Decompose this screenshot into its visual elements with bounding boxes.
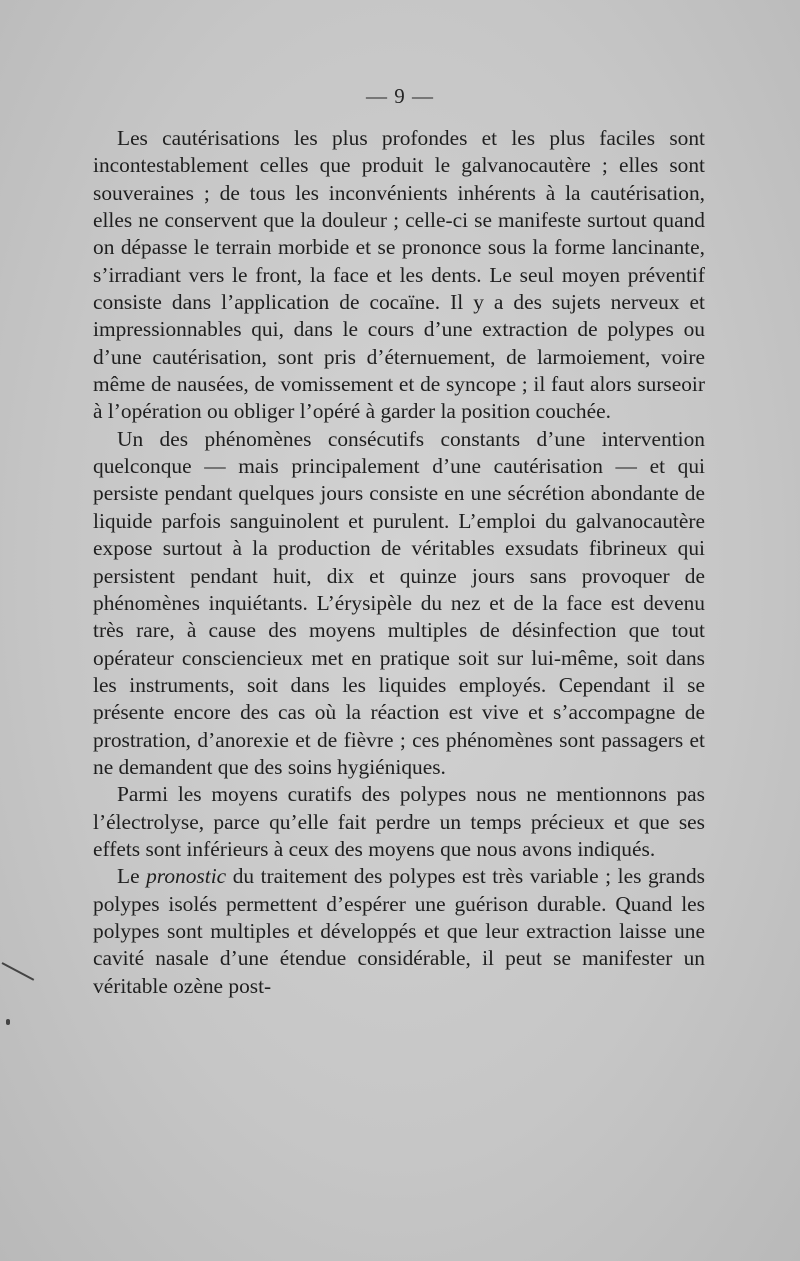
paragraph-pronostic [93,863,705,1000]
body-text [93,125,705,1000]
page-number: — 9 — [366,84,434,108]
paragraph-cauterisations: Les cautérisations les plus profondes et les plus faciles sont incontestablement celles que produit le galvanocautère ; elles sont souveraines ; de tous les inconvénients inhérents à la cautérisation, elles ne conservent que la douleur ; celle-ci se manifeste surtout quand on dépasse le terrain morbide et se prononce sous la forme lancinante, s’irradiant vers le front, la face et les dents. Le seul moyen préventif consiste dans l’application de cocaïne. Il y a des sujets nerveux et impressionnables qui, dans le cours d’une extraction de polypes ou d’une cautérisation, sont pris d’éternuement, de larmoiement, voire même de nausées, de vomissement et de syncope ; il faut alors surseoir à l’opération ou obliger l’opéré à garder la position couchée. [93,126,705,424]
pronostic-emphasis: pronostic [146,864,227,889]
margin-speck-mark [6,1019,10,1025]
margin-scratch-mark [2,962,35,981]
pronostic-prefix: Le [117,864,140,889]
paragraph-phenomenes: Un des phénomènes consécutifs constants d’une intervention quelconque — mais principalement d’une cautérisation — et qui persiste pendant quelques jours consiste en une sécrétion abondante de liquide parfois sanguinolent et purulent. L’emploi du galvanocautère expose surtout à la production de véritables exsudats fibrineux qui persistent pendant huit, dix et quinze jours sans provoquer de phénomènes inquiétants. L’érysipèle du nez et de la face est devenu très rare, à cause des moyens multiples de désinfection que tout opérateur consciencieux met en pratique soit sur lui-même, soit dans les instruments, soit dans les liquides employés. Cependant il se présente encore des cas où la réaction est vive et s’accompagne de prostration, d’anorexie et de fièvre ; ces phénomènes sont passagers et ne demandent que des soins hygiéniques. [93,426,705,779]
paragraph-moyens-curatifs: Parmi les moyens curatifs des polypes nous ne mentionnons pas l’électrolyse, parce qu’elle fait perdre un temps précieux et que ses effets sont inférieurs à ceux des moyens que nous avons indiqués. [93,782,705,861]
pronostic-text: du traitement des polypes est très variable ; les grands polypes isolés permettent d’espérer une guérison durable. Quand les polypes sont multiples et développés et que leur extraction laisse une cavité nasale d’une étendue considérable, il peut se manifester un véritable ozène post- [93,864,705,998]
